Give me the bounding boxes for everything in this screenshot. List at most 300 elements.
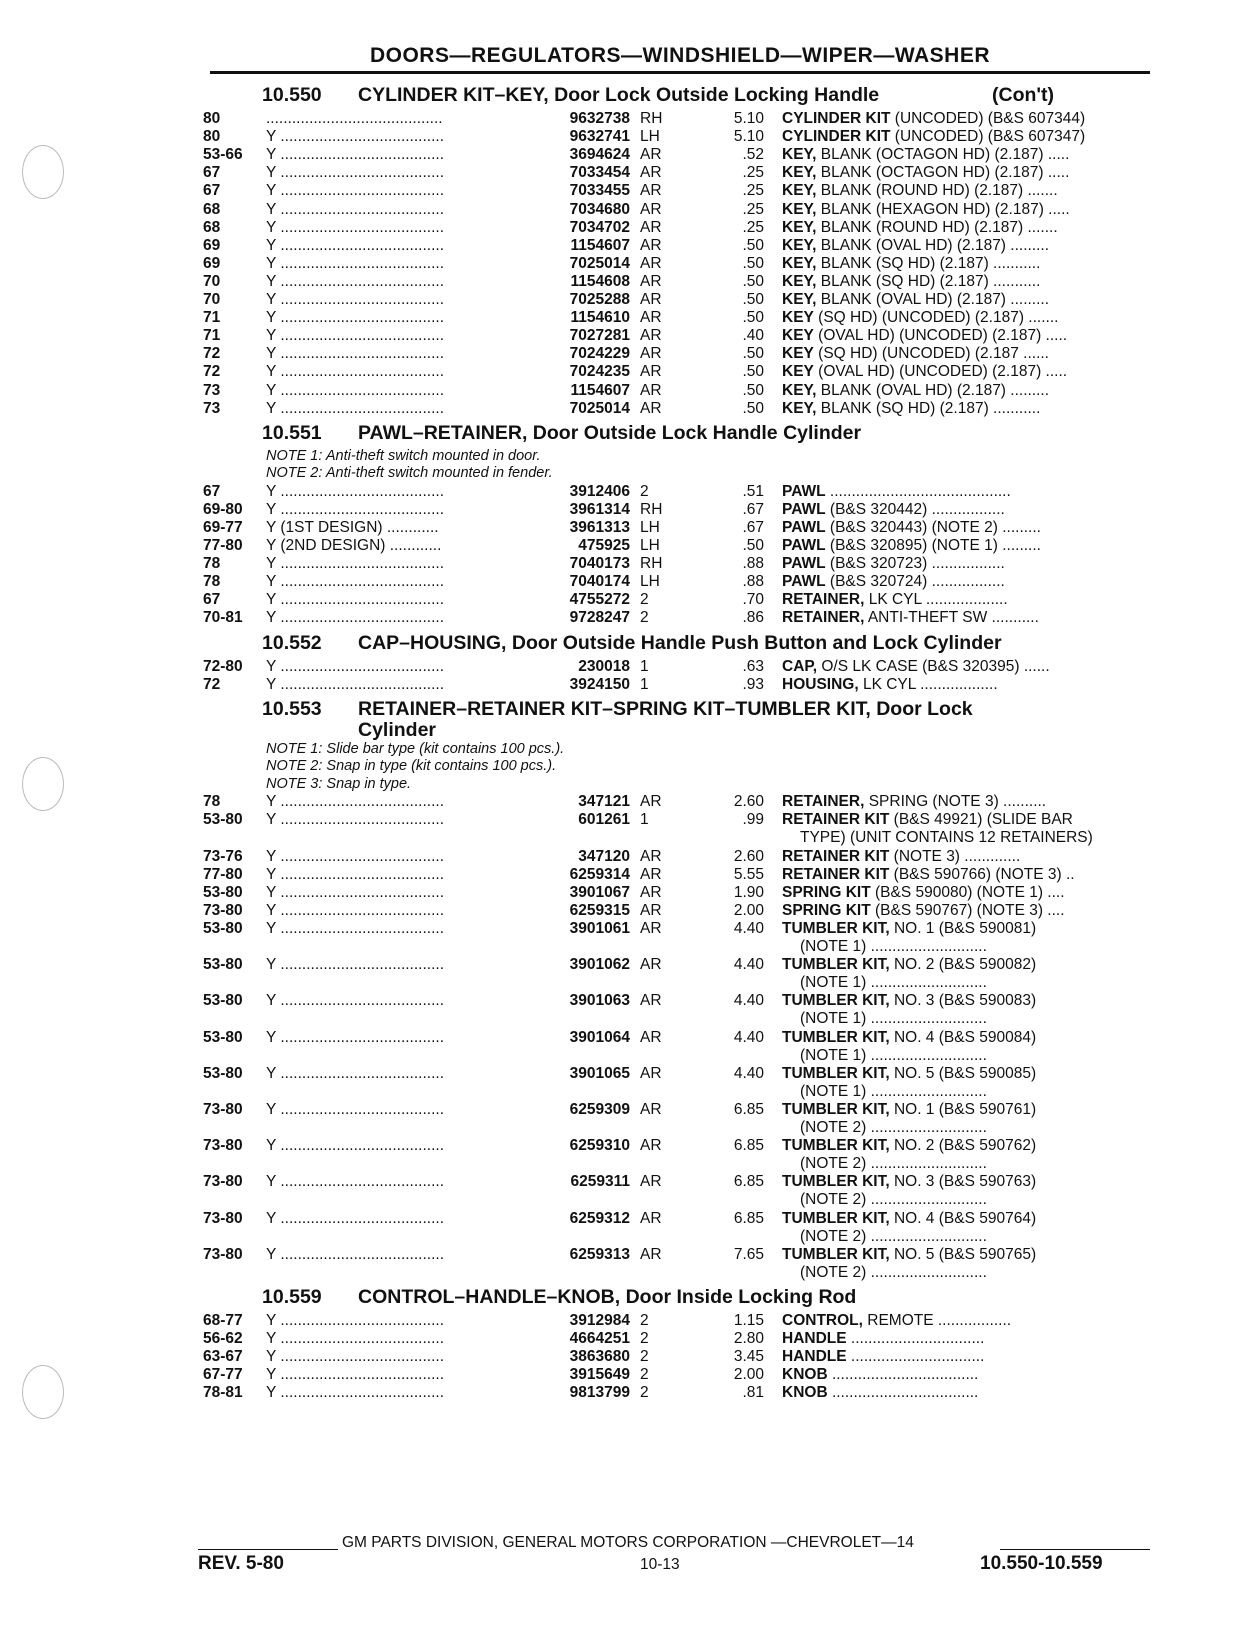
quantity: LH [640, 573, 660, 591]
table-row [0, 676, 1240, 695]
part-description-key: TUMBLER KIT, [782, 1245, 890, 1263]
part-description [782, 1210, 1152, 1228]
part-number: 1154607 [570, 236, 630, 254]
part-description [782, 1246, 1152, 1264]
part-number: 3901062 [569, 956, 630, 974]
price: .51 [742, 482, 764, 500]
model-years: 53-80 [203, 811, 243, 829]
part-description [782, 501, 1152, 519]
section-continued: (Con't) [992, 84, 1055, 106]
part-number: 3901061 [569, 919, 630, 937]
part-description [782, 146, 1152, 164]
quantity: 2 [640, 591, 649, 609]
table-row [0, 573, 1240, 592]
price: 2.60 [733, 847, 764, 865]
part-description [782, 902, 1152, 920]
section-name-continued: Cylinder [358, 718, 437, 741]
part-description-detail: (UNCODED) (B&S 607344) [890, 110, 1086, 127]
price: 4.40 [733, 992, 764, 1010]
section-number: 10.559 [262, 1285, 322, 1308]
part-number: 3901067 [569, 883, 630, 901]
model-code: Y ...................................... [266, 146, 445, 164]
part-description-continued: (NOTE 1) ........................... [800, 1082, 987, 1100]
part-description [782, 848, 1152, 866]
part-description-key: RETAINER, [782, 591, 865, 609]
part-description-detail: NO. 2 (B&S 590762) [889, 1137, 1037, 1155]
table-row [0, 537, 1240, 556]
model-years: 67-77 [203, 1366, 243, 1384]
quantity: 1 [640, 811, 649, 829]
model-years: 53-80 [203, 1028, 243, 1046]
quantity: 2 [640, 1311, 649, 1329]
part-description [782, 483, 1152, 501]
quantity: 1 [640, 657, 649, 675]
part-description-key: KEY [782, 309, 814, 327]
price: .67 [742, 518, 764, 536]
part-number: 4755272 [569, 591, 630, 609]
section-number: 10.550 [262, 84, 322, 106]
part-description-detail: ............................... [846, 1330, 985, 1347]
part-description-key: RETAINER KIT [782, 847, 890, 865]
part-number: 7033455 [569, 182, 630, 200]
binder-hole [22, 757, 64, 811]
part-description [782, 1348, 1152, 1366]
model-code: Y ...................................... [266, 182, 445, 200]
price: .50 [742, 381, 764, 399]
model-code: Y ...................................... [266, 793, 445, 811]
quantity: 2 [640, 1366, 649, 1384]
part-number: 9632741 [569, 128, 630, 146]
table-row [0, 1330, 1240, 1349]
part-description-key: RETAINER, [782, 609, 865, 627]
table-row [0, 273, 1240, 292]
model-years: 73-80 [203, 1137, 243, 1155]
part-description-key: CYLINDER KIT [782, 128, 891, 146]
quantity: 2 [640, 482, 649, 500]
part-description-continued: (NOTE 1) ........................... [800, 1010, 987, 1028]
part-description-detail: (SQ HD) (UNCODED) (2.187 ...... [813, 345, 1049, 363]
model-years: 70 [203, 272, 221, 290]
part-number: 7034680 [569, 200, 630, 218]
quantity: AR [640, 1100, 662, 1118]
part-description [782, 1029, 1152, 1047]
price: 5.10 [733, 110, 764, 127]
section-number: 10.552 [262, 631, 322, 654]
part-description-key: KEY [782, 363, 814, 381]
section-name: RETAINER–RETAINER KIT–SPRING KIT–TUMBLER KIT, Door Lock [358, 697, 973, 720]
model-code: Y ...................................... [266, 482, 445, 500]
part-description-detail: BLANK (OVAL HD) (2.187) ......... [816, 236, 1050, 254]
model-code: Y ...................................... [266, 236, 445, 254]
table-row-continued [0, 1228, 1240, 1247]
part-number: 601261 [578, 811, 630, 829]
model-years: 73 [203, 399, 221, 417]
table-row [0, 866, 1240, 885]
table-row [0, 1029, 1240, 1048]
quantity: AR [640, 919, 662, 937]
table-row [0, 1101, 1240, 1120]
model-code: Y ...................................... [266, 399, 445, 417]
model-code: Y ...................................... [266, 657, 445, 675]
price: 2.00 [733, 901, 764, 919]
part-description [782, 658, 1152, 676]
part-number: 7027281 [569, 327, 630, 345]
table-row [0, 902, 1240, 921]
part-description-key: SPRING KIT [782, 901, 871, 919]
table-row [0, 920, 1240, 939]
price: 6.85 [733, 1100, 764, 1118]
binder-hole [22, 1365, 64, 1419]
part-description-detail: (B&S 49921) (SLIDE BAR [889, 811, 1073, 829]
quantity: LH [640, 128, 660, 146]
part-description-detail: BLANK (SQ HD) (2.187) ........... [816, 254, 1041, 272]
quantity: AR [640, 164, 662, 182]
part-description [782, 327, 1152, 345]
footer-rule-right [1000, 1549, 1150, 1550]
model-code: Y ...................................... [266, 573, 445, 591]
part-description-key: RETAINER KIT [782, 811, 890, 829]
price: .50 [742, 291, 764, 308]
part-description-key: TUMBLER KIT, [782, 992, 890, 1010]
table-row [0, 164, 1240, 183]
model-years: 78 [203, 555, 221, 573]
part-number: 3912406 [569, 482, 630, 500]
model-code: Y ...................................... [266, 1384, 445, 1402]
part-number: 7034702 [569, 218, 630, 236]
table-row-continued [0, 938, 1240, 957]
price: 1.90 [733, 883, 764, 901]
model-code: Y ...................................... [266, 1366, 445, 1384]
part-number: 3863680 [569, 1348, 630, 1366]
binder-hole [22, 145, 64, 199]
table-row [0, 1366, 1240, 1385]
table-row [0, 884, 1240, 903]
model-code: Y ...................................... [266, 327, 445, 345]
part-number: 1154610 [570, 309, 630, 327]
quantity: 2 [640, 609, 649, 627]
part-description [782, 400, 1152, 418]
quantity: AR [640, 1028, 662, 1046]
part-description [782, 920, 1152, 938]
part-number: 3901063 [569, 992, 630, 1010]
price: .40 [742, 327, 764, 345]
part-description [782, 1312, 1152, 1330]
section-note: NOTE 3: Snap in type. [266, 775, 412, 792]
quantity: AR [640, 146, 662, 164]
table-row [0, 1210, 1240, 1229]
part-description-key: KEY, [782, 236, 817, 254]
table-row-continued [0, 974, 1240, 993]
part-number: 7040173 [569, 555, 630, 573]
price: .63 [742, 657, 764, 675]
table-row [0, 501, 1240, 520]
price: .25 [742, 200, 764, 218]
part-description-detail: BLANK (HEXAGON HD) (2.187) ..... [816, 200, 1070, 218]
price: .50 [742, 309, 764, 327]
part-description [782, 1384, 1152, 1402]
section-title [262, 1286, 856, 1309]
table-row [0, 591, 1240, 610]
part-description-detail: NO. 3 (B&S 590763) [889, 1173, 1037, 1191]
part-description [782, 182, 1152, 200]
section-name: CONTROL–HANDLE–KNOB, Door Inside Locking Rod [358, 1285, 857, 1308]
section-title [262, 632, 1002, 655]
model-code: Y ...................................... [266, 164, 445, 182]
part-description-detail: BLANK (ROUND HD) (2.187) ....... [816, 218, 1058, 236]
price: .50 [742, 236, 764, 254]
model-code: Y ...................................... [266, 272, 445, 290]
price: 6.85 [733, 1209, 764, 1227]
part-description [782, 591, 1152, 609]
part-description-detail: NO. 3 (B&S 590083) [889, 992, 1037, 1010]
part-description-continued: (NOTE 1) ........................... [800, 1046, 987, 1064]
part-description-key: SPRING KIT [782, 883, 871, 901]
part-number: 9813799 [569, 1384, 630, 1402]
part-description-key: TUMBLER KIT, [782, 956, 890, 974]
quantity: AR [640, 218, 662, 236]
table-row [0, 811, 1240, 830]
part-description-key: PAWL [782, 518, 826, 536]
model-years: 78 [203, 793, 221, 811]
section-title [262, 698, 973, 739]
part-description-key: KEY, [782, 272, 817, 290]
model-code: Y ...................................... [266, 1330, 445, 1347]
part-description [782, 1101, 1152, 1119]
part-description [782, 219, 1152, 237]
quantity: AR [640, 381, 662, 399]
part-description-detail: REMOTE ................. [862, 1311, 1012, 1329]
price: .50 [742, 399, 764, 417]
section-note: NOTE 2: Anti-theft switch mounted in fender. [266, 465, 553, 482]
section-number: 10.551 [262, 421, 322, 444]
table-row [0, 382, 1240, 401]
quantity: AR [640, 272, 662, 290]
part-number: 3961313 [569, 518, 630, 536]
quantity: 2 [640, 1384, 649, 1402]
model-years: 73-80 [203, 1100, 243, 1118]
model-years: 67 [203, 164, 221, 182]
table-row [0, 956, 1240, 975]
part-description-continued: TYPE) (UNIT CONTAINS 12 RETAINERS) [800, 829, 1093, 847]
part-number: 3915649 [569, 1366, 630, 1384]
part-description-detail: (OVAL HD) (UNCODED) (2.187) ..... [813, 363, 1068, 381]
table-row-continued [0, 1264, 1240, 1283]
part-description-detail: NO. 1 (B&S 590081) [889, 919, 1037, 937]
price: 4.40 [733, 1064, 764, 1082]
footer-revision: REV. 5-80 [198, 1553, 284, 1574]
table-row [0, 146, 1240, 165]
part-description [782, 676, 1152, 694]
part-description-detail: ANTI-THEFT SW ........... [864, 609, 1039, 627]
model-code: ......................................... [266, 110, 443, 127]
part-description-key: HANDLE [782, 1330, 847, 1347]
part-description-key: KEY, [782, 399, 817, 417]
part-number: 7040174 [569, 573, 630, 591]
table-row [0, 345, 1240, 364]
section-name: CYLINDER KIT–KEY, Door Lock Outside Locking Handle [358, 84, 880, 106]
part-description-detail: (B&S 320442) ................. [825, 500, 1005, 518]
part-description [782, 382, 1152, 400]
table-row [0, 255, 1240, 274]
part-description-key: TUMBLER KIT, [782, 1028, 890, 1046]
model-code: Y ...................................... [266, 500, 445, 518]
table-row-continued [0, 1047, 1240, 1066]
quantity: AR [640, 1173, 662, 1191]
price: 4.40 [733, 919, 764, 937]
table-row [0, 291, 1240, 310]
part-number: 9632738 [569, 110, 630, 127]
quantity: AR [640, 793, 662, 811]
part-description-key: HANDLE [782, 1348, 847, 1366]
footer-page-number: 10-13 [640, 1556, 680, 1573]
part-description [782, 110, 1152, 128]
part-number: 6259311 [570, 1173, 630, 1191]
table-row [0, 400, 1240, 419]
table-row [0, 1312, 1240, 1331]
quantity: AR [640, 956, 662, 974]
section-title [262, 84, 1055, 107]
model-code: Y ...................................... [266, 1028, 445, 1046]
model-years: 67 [203, 182, 221, 200]
part-number: 230018 [578, 657, 630, 675]
price: 3.45 [733, 1348, 764, 1366]
part-description-detail: BLANK (OVAL HD) (2.187) ......... [816, 291, 1050, 308]
quantity: AR [640, 327, 662, 345]
table-row [0, 128, 1240, 147]
section-name: PAWL–RETAINER, Door Outside Lock Handle Cylinder [358, 421, 862, 444]
model-years: 72 [203, 345, 221, 363]
model-years: 72-80 [203, 657, 243, 675]
quantity: AR [640, 236, 662, 254]
price: .88 [742, 555, 764, 573]
part-description-key: TUMBLER KIT, [782, 1064, 890, 1082]
model-code: Y (2ND DESIGN) ............ [266, 537, 442, 554]
table-row-continued [0, 829, 1240, 848]
section-name: CAP–HOUSING, Door Outside Handle Push Button and Lock Cylinder [358, 631, 1002, 654]
part-number: 6259310 [569, 1137, 630, 1155]
part-description [782, 573, 1152, 591]
part-description [782, 237, 1152, 255]
table-row-continued [0, 1191, 1240, 1210]
model-code: Y (1ST DESIGN) ............ [266, 518, 439, 536]
model-years: 71 [203, 309, 221, 327]
quantity: AR [640, 865, 662, 883]
part-description-key: KEY, [782, 381, 817, 399]
part-description-key: KEY, [782, 218, 817, 236]
table-row [0, 110, 1240, 129]
price: .93 [742, 675, 764, 693]
section-note: NOTE 1: Anti-theft switch mounted in door. [266, 447, 541, 464]
section-note: NOTE 2: Snap in type (kit contains 100 pcs.). [266, 758, 557, 775]
model-years: 67 [203, 482, 221, 500]
model-years: 53-80 [203, 883, 243, 901]
model-years: 53-66 [203, 146, 243, 164]
model-years: 80 [203, 110, 221, 127]
quantity: AR [640, 200, 662, 218]
footer-section-range: 10.550-10.559 [980, 1553, 1103, 1574]
quantity: RH [640, 555, 663, 573]
table-row [0, 483, 1240, 502]
table-row [0, 1348, 1240, 1367]
section-number: 10.553 [262, 697, 322, 720]
model-code: Y ...................................... [266, 128, 445, 146]
price: .50 [742, 345, 764, 363]
table-row [0, 1246, 1240, 1265]
quantity: AR [640, 309, 662, 327]
part-description-detail: BLANK (OCTAGON HD) (2.187) ..... [816, 164, 1070, 182]
part-number: 3912984 [569, 1311, 630, 1329]
model-years: 53-80 [203, 1064, 243, 1082]
model-code: Y ...................................... [266, 381, 445, 399]
part-description-detail: BLANK (ROUND HD) (2.187) ....... [816, 182, 1058, 200]
part-description-detail: SPRING (NOTE 3) .......... [864, 793, 1047, 811]
model-years: 78 [203, 573, 221, 591]
model-years: 53-80 [203, 992, 243, 1010]
price: .99 [742, 811, 764, 829]
model-years: 73 [203, 381, 221, 399]
model-code: Y ...................................... [266, 992, 445, 1010]
part-description-key: TUMBLER KIT, [782, 1209, 890, 1227]
price: 2.60 [733, 793, 764, 811]
part-number: 7025288 [569, 291, 630, 308]
model-code: Y ...................................... [266, 254, 445, 272]
part-description-detail: O/S LK CASE (B&S 320395) ...... [817, 657, 1050, 675]
quantity: 1 [640, 675, 649, 693]
price: 2.80 [733, 1330, 764, 1347]
part-number: 7024235 [569, 363, 630, 381]
model-code: Y ...................................... [266, 591, 445, 609]
part-description-detail: ............................... [846, 1348, 985, 1366]
quantity: 2 [640, 1330, 649, 1347]
part-number: 3924150 [569, 675, 630, 693]
part-number: 6259314 [569, 865, 630, 883]
part-description-detail: (B&S 320443) (NOTE 2) ......... [825, 518, 1041, 536]
quantity: AR [640, 254, 662, 272]
model-years: 77-80 [203, 537, 243, 554]
model-code: Y ...................................... [266, 218, 445, 236]
part-description [782, 1173, 1152, 1191]
model-code: Y ...................................... [266, 1209, 445, 1227]
quantity: AR [640, 291, 662, 308]
model-years: 73-80 [203, 1173, 243, 1191]
quantity: AR [640, 992, 662, 1010]
quantity: AR [640, 883, 662, 901]
part-description [782, 201, 1152, 219]
part-description [782, 255, 1152, 273]
model-years: 53-80 [203, 919, 243, 937]
part-description-detail: NO. 1 (B&S 590761) [889, 1100, 1037, 1118]
price: 2.00 [733, 1366, 764, 1384]
model-years: 72 [203, 675, 221, 693]
part-description [782, 609, 1152, 627]
part-description-key: KEY, [782, 182, 817, 200]
part-number: 7033454 [569, 164, 630, 182]
part-description-key: PAWL [782, 555, 826, 573]
model-code: Y ...................................... [266, 919, 445, 937]
part-description-continued: (NOTE 2) ........................... [800, 1155, 987, 1173]
table-row [0, 1065, 1240, 1084]
footer-rule-left [198, 1549, 338, 1550]
part-description [782, 811, 1152, 829]
model-code: Y ...................................... [266, 309, 445, 327]
price: 7.65 [733, 1245, 764, 1263]
quantity: 2 [640, 1348, 649, 1366]
part-description-detail: .......................................... [825, 482, 1011, 500]
price: 5.10 [733, 128, 764, 146]
price: .50 [742, 254, 764, 272]
quantity: AR [640, 847, 662, 865]
part-description-detail: .................................. [827, 1384, 979, 1402]
